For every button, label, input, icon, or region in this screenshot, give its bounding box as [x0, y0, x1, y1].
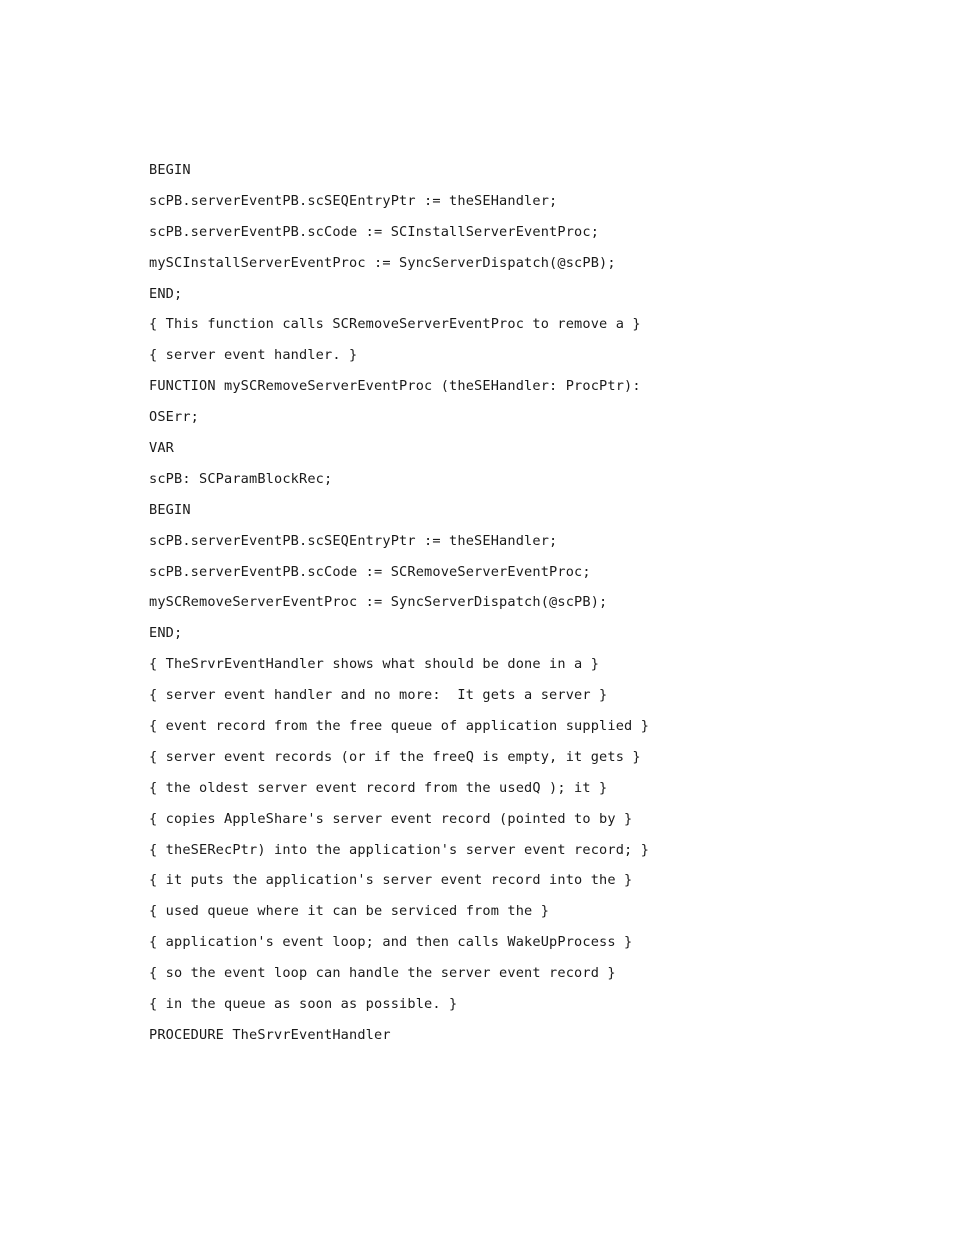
code-line: { in the queue as soon as possible. } [149, 996, 458, 1013]
code-line: { the oldest server event record from the usedQ ); it } [149, 779, 608, 796]
code-line: { event record from the free queue of application supplied } [149, 718, 650, 735]
code-line: scPB.serverEventPB.scCode := SCRemoveServerEventProc; [149, 563, 591, 580]
code-line: VAR [149, 440, 175, 457]
code-line: { used queue where it can be serviced from the } [149, 903, 550, 920]
code-line: { This function calls SCRemoveServerEventProc to remove a } [149, 316, 641, 333]
code-line: BEGIN [149, 162, 191, 178]
code-line: { copies AppleShare's server event record (pointed to by } [149, 810, 633, 827]
code-line: mySCRemoveServerEventProc := SyncServerDispatch(@scPB); [149, 594, 608, 611]
code-line: { server event handler. } [149, 347, 358, 364]
code-line: scPB.serverEventPB.scSEQEntryPtr := theSEHandler; [149, 192, 558, 209]
code-line: scPB.serverEventPB.scCode := SCInstallServerEventProc; [149, 223, 600, 240]
code-line: PROCEDURE TheSrvrEventHandler [149, 1026, 391, 1043]
code-line: FUNCTION mySCRemoveServerEventProc (theSEHandler: ProcPtr): [149, 378, 641, 395]
code-line: scPB: SCParamBlockRec; [149, 470, 333, 487]
code-line: { theSERecPtr) into the application's server event record; } [149, 841, 650, 858]
code-line: { server event handler and no more: It gets a server } [149, 687, 608, 704]
code-line: { so the event loop can handle the server event record } [149, 965, 616, 982]
code-line: { application's event loop; and then calls WakeUpProcess } [149, 934, 633, 951]
code-listing [149, 155, 649, 1051]
code-line: { TheSrvrEventHandler shows what should be done in a } [149, 656, 600, 673]
code-line: { it puts the application's server event record into the } [149, 872, 633, 889]
code-line: scPB.serverEventPB.scSEQEntryPtr := theSEHandler; [149, 532, 558, 549]
code-line: END; [149, 285, 183, 302]
code-line: { server event records (or if the freeQ is empty, it gets } [149, 748, 641, 765]
code-line: END; [149, 625, 183, 642]
code-line: mySCInstallServerEventProc := SyncServerDispatch(@scPB); [149, 254, 616, 271]
code-line: BEGIN [149, 501, 191, 518]
code-line: OSErr; [149, 409, 200, 426]
